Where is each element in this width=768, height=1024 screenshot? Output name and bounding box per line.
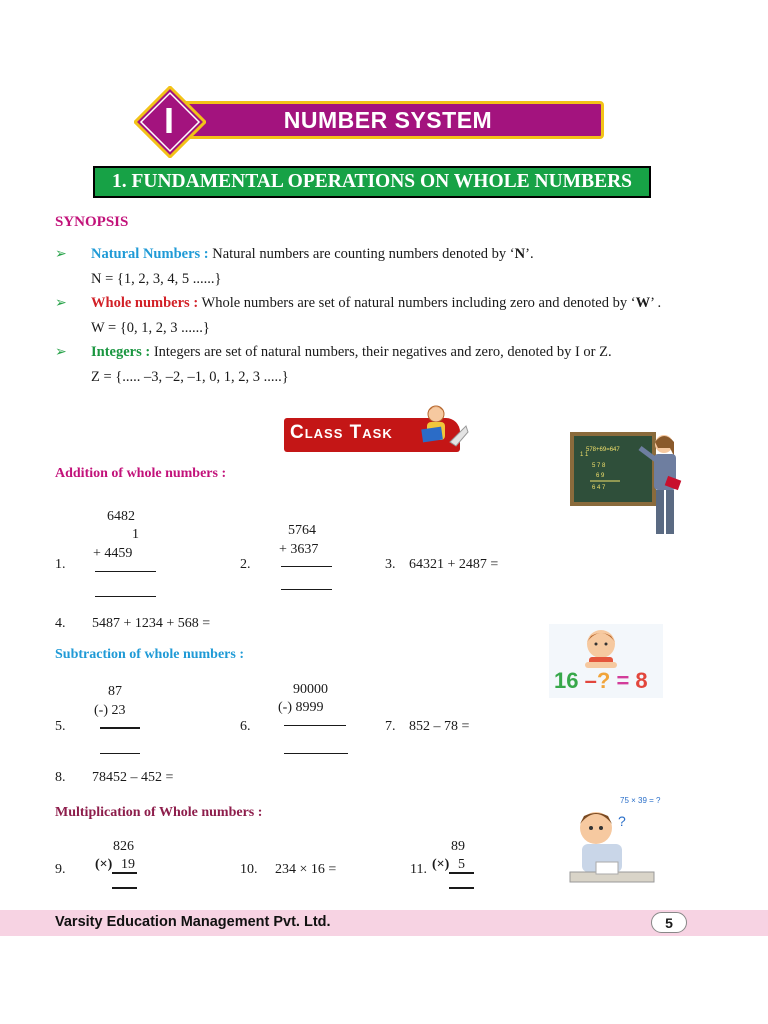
q6-number: 6.	[240, 719, 251, 734]
lesson-title: 1. FUNDAMENTAL OPERATIONS ON WHOLE NUMBERS	[111, 171, 633, 192]
integers-term: Integers :	[91, 344, 151, 360]
q8-number: 8.	[55, 770, 66, 785]
q7-expression: 852 – 78 =	[409, 719, 470, 734]
q5-bottom: (-) 23	[94, 703, 126, 718]
natural-numbers-definition	[91, 246, 534, 263]
q2-number: 2.	[240, 557, 251, 572]
q6-top: 90000	[293, 682, 328, 697]
class-task-label: Class Task	[290, 422, 393, 443]
q9-answer-rule	[112, 872, 137, 874]
equation-illustration	[554, 668, 648, 694]
whole-numbers-set: W = {0, 1, 2, 3 ......}	[91, 320, 210, 336]
q11-bottom: 5	[458, 857, 465, 872]
q6-answer-rule	[284, 753, 348, 754]
arrow-bullet-icon: ➢	[55, 345, 67, 360]
child-desk-thinking-icon	[566, 800, 656, 890]
blackboard-text: 578+69=647	[586, 447, 620, 453]
svg-text:1 1: 1 1	[580, 452, 589, 458]
q4-number: 4.	[55, 616, 66, 631]
arrow-bullet-icon: ➢	[55, 296, 67, 311]
q5-answer-rule	[100, 727, 140, 729]
q6-bottom: (-) 8999	[278, 700, 324, 715]
q9-operator: (×)	[95, 857, 113, 872]
whole-numbers-term: Whole numbers :	[91, 295, 199, 311]
svg-text:6 4 7: 6 4 7	[592, 485, 606, 491]
natural-numbers-term: Natural Numbers :	[91, 246, 209, 262]
natural-numbers-text-end: ’.	[525, 246, 534, 262]
addition-heading: Addition of whole numbers :	[55, 466, 227, 481]
page-number: 5	[651, 912, 687, 933]
whole-numbers-symbol: W	[635, 295, 651, 311]
whole-numbers-text: Whole numbers are set of natural numbers including zero and denoted by ‘	[198, 295, 636, 311]
q1-answer-rule	[95, 596, 156, 597]
equation-unknown: ?	[596, 668, 611, 693]
natural-numbers-set: N = {1, 2, 3, 4, 5 ......}	[91, 271, 222, 287]
q5-number: 5.	[55, 719, 66, 734]
q2-answer-rule	[281, 589, 332, 590]
equation-operand: 16	[554, 668, 579, 693]
synopsis-heading: SYNOPSIS	[55, 214, 129, 230]
integers-definition	[91, 344, 612, 361]
q11-answer-rule	[449, 872, 474, 874]
q11-operator: (×)	[432, 857, 450, 872]
q2-top: 5764	[288, 523, 316, 538]
svg-text:6 9: 6 9	[596, 473, 605, 479]
q10-number: 10.	[240, 862, 258, 877]
chapter-number: I	[163, 100, 174, 141]
whole-numbers-text-end: ’ .	[650, 295, 662, 311]
equation-operator: –	[584, 668, 597, 693]
q11-number: 11.	[410, 862, 427, 877]
integers-set: Z = {..... –3, –2, –1, 0, 1, 2, 3 .....}	[91, 369, 289, 385]
whole-numbers-definition	[91, 295, 661, 312]
natural-numbers-symbol: N	[514, 246, 526, 262]
svg-text:5 7 8: 5 7 8	[592, 463, 606, 469]
q2-bottom: + 3637	[279, 542, 319, 557]
q1-carry: 1	[132, 527, 139, 542]
q6-answer-rule	[284, 725, 346, 726]
q4-expression: 5487 + 1234 + 568 =	[92, 616, 211, 631]
integers-text: Integers are set of natural numbers, their negatives and zero, denoted by I or Z.	[150, 344, 612, 360]
equation-equals: =	[616, 668, 630, 693]
q1-top: 6482	[107, 509, 135, 524]
q1-answer-rule	[95, 571, 156, 572]
thought-bubble-text: 75 × 39 = ?	[620, 796, 661, 805]
natural-numbers-text: Natural numbers are counting numbers denoted by ‘	[208, 246, 515, 262]
q11-answer-rule	[449, 887, 474, 889]
q8-expression: 78452 – 452 =	[92, 770, 174, 785]
subtraction-heading: Subtraction of whole numbers :	[55, 647, 245, 662]
q9-top: 826	[113, 839, 134, 854]
q11-top: 89	[451, 839, 465, 854]
q7-number: 7.	[385, 719, 396, 734]
equation-result: 8	[635, 668, 648, 693]
q9-bottom: 19	[121, 857, 135, 872]
q2-answer-rule	[281, 566, 332, 567]
multiplication-heading: Multiplication of Whole numbers :	[55, 805, 263, 820]
q5-answer-rule	[100, 753, 140, 754]
q3-expression: 64321 + 2487 =	[409, 557, 499, 572]
q10-expression: 234 × 16 =	[275, 862, 337, 877]
q5-top: 87	[108, 684, 122, 699]
q1-number: 1.	[55, 557, 66, 572]
q9-number: 9.	[55, 862, 66, 877]
reading-child-icon	[418, 402, 470, 454]
q1-bottom: + 4459	[93, 546, 133, 561]
chapter-title: NUMBER SYSTEM	[283, 107, 493, 133]
q3-number: 3.	[385, 557, 396, 572]
svg-text:?: ?	[618, 813, 626, 829]
q9-answer-rule	[112, 887, 137, 889]
footer-publisher: Varsity Education Management Pvt. Ltd.	[55, 914, 331, 930]
arrow-bullet-icon: ➢	[55, 247, 67, 262]
